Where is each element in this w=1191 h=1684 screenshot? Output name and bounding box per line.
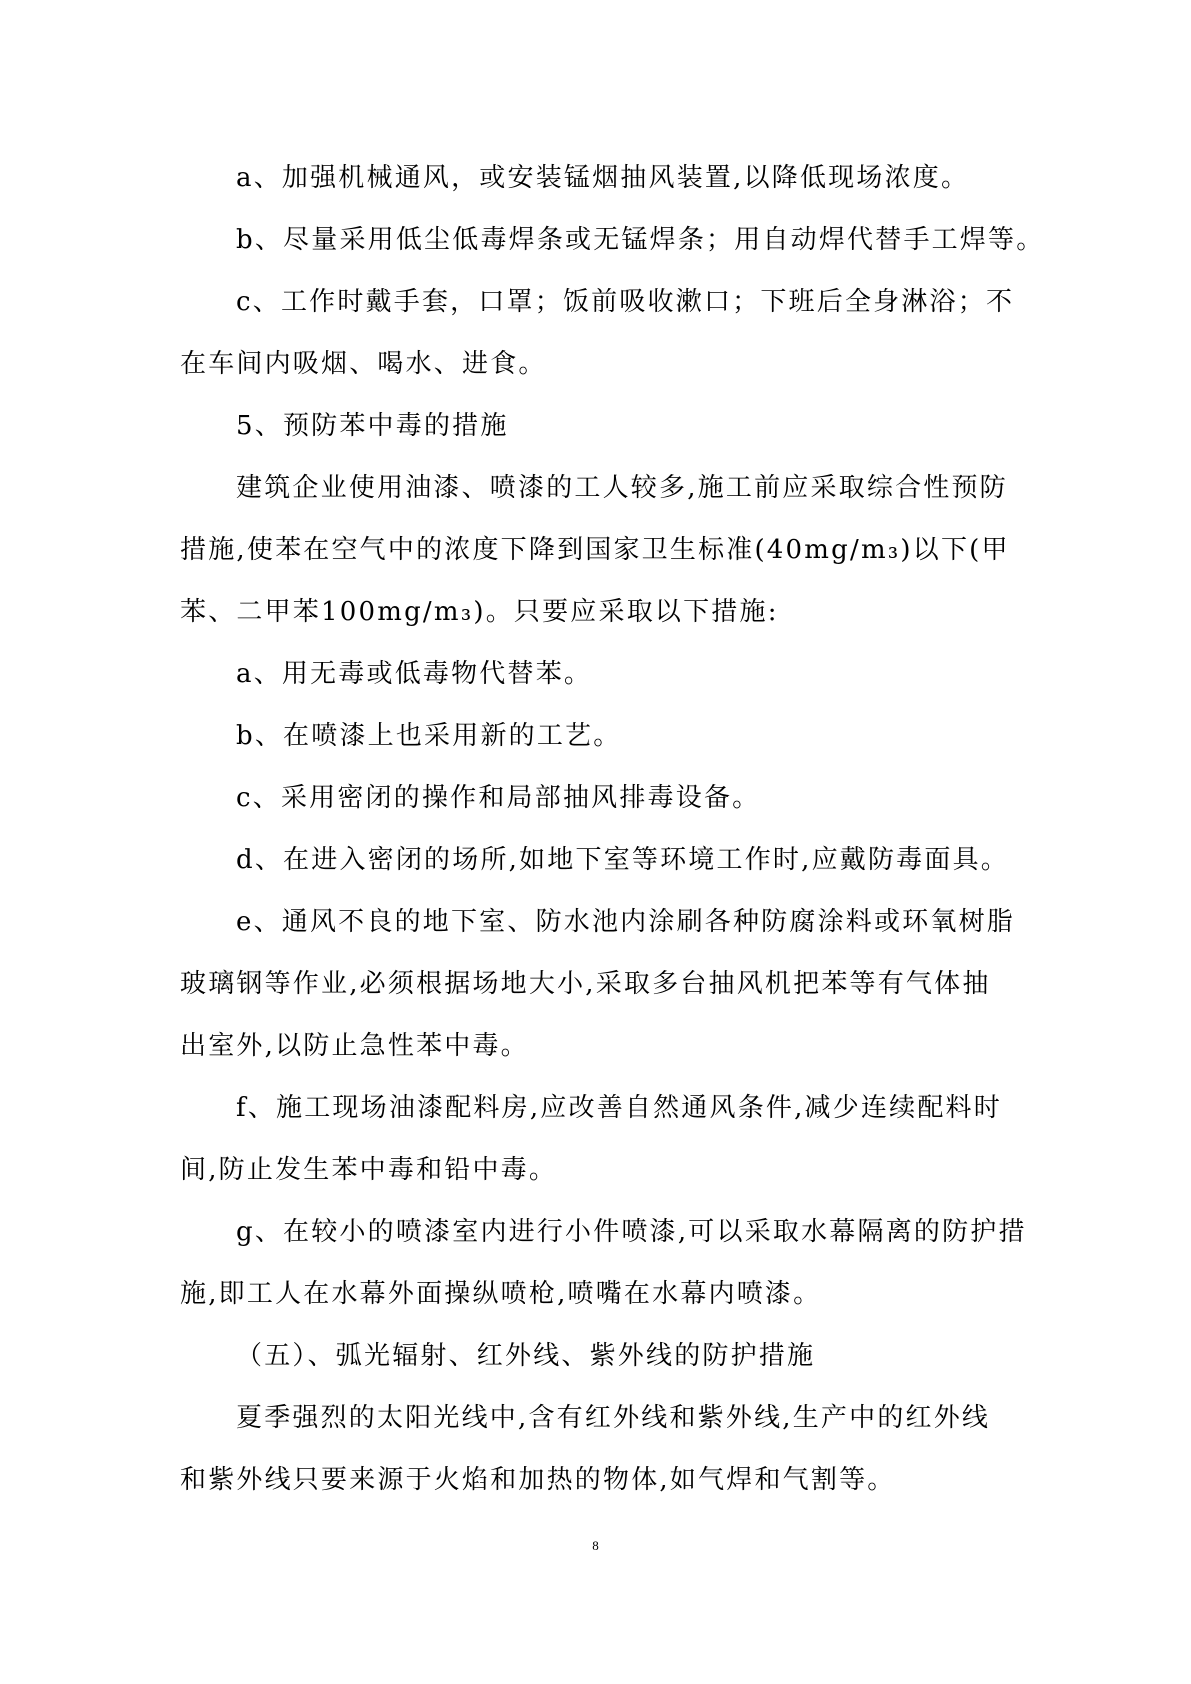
paragraph-line: e、通风不良的地下室、防水池内涂刷各种防腐涂料或环氧树脂 xyxy=(236,907,1015,937)
section-heading: （五）、弧光辐射、红外线、紫外线的防护措施 xyxy=(236,1341,816,1371)
paragraph-line: c、工作时戴手套，口罩；饭前吸收漱口；下班后全身淋浴；不 xyxy=(236,287,1015,317)
paragraph-line: 措施,使苯在空气中的浓度下降到国家卫生标准(40mg/m₃)以下(甲 xyxy=(180,535,1010,565)
paragraph-line: 夏季强烈的太阳光线中,含有红外线和紫外线,生产中的红外线 xyxy=(236,1403,991,1433)
section-heading: 5、预防苯中毒的措施 xyxy=(236,411,509,441)
page-number: 8 xyxy=(592,1538,599,1553)
paragraph-line: a、用无毒或低毒物代替苯。 xyxy=(236,659,593,689)
paragraph-line: 在车间内吸烟、喝水、进食。 xyxy=(180,349,547,379)
paragraph-line: c、采用密闭的操作和局部抽风排毒设备。 xyxy=(236,783,761,813)
paragraph-line: g、在较小的喷漆室内进行小件喷漆,可以采取水幕隔离的防护措 xyxy=(236,1217,1027,1247)
paragraph-line: 玻璃钢等作业,必须根据场地大小,采取多台抽风机把苯等有气体抽 xyxy=(180,969,991,999)
paragraph-line: f、施工现场油漆配料房,应改善自然通风条件,减少连续配料时 xyxy=(236,1093,1002,1123)
paragraph-line: 和紫外线只要来源于火焰和加热的物体,如气焊和气割等。 xyxy=(180,1465,896,1495)
paragraph-line: 间,防止发生苯中毒和铅中毒。 xyxy=(180,1155,558,1185)
paragraph-line: a、加强机械通风，或安装锰烟抽风装置,以降低现场浓度。 xyxy=(236,163,970,193)
paragraph-line: 苯、二甲苯100mg/m₃)。只要应采取以下措施: xyxy=(180,597,779,627)
paragraph-line: d、在进入密闭的场所,如地下室等环境工作时,应戴防毒面具。 xyxy=(236,845,1009,875)
paragraph-line: b、在喷漆上也采用新的工艺。 xyxy=(236,721,622,751)
paragraph-line: 出室外,以防止急性苯中毒。 xyxy=(180,1031,529,1061)
body-text xyxy=(180,147,1045,1511)
paragraph-line: 施,即工人在水幕外面操纵喷枪,喷嘴在水幕内喷漆。 xyxy=(180,1279,822,1309)
paragraph-line: b、尽量采用低尘低毒焊条或无锰焊条；用自动焊代替手工焊等。 xyxy=(236,225,1045,255)
paragraph-line: 建筑企业使用油漆、喷漆的工人较多,施工前应采取综合性预防 xyxy=(236,473,1008,503)
